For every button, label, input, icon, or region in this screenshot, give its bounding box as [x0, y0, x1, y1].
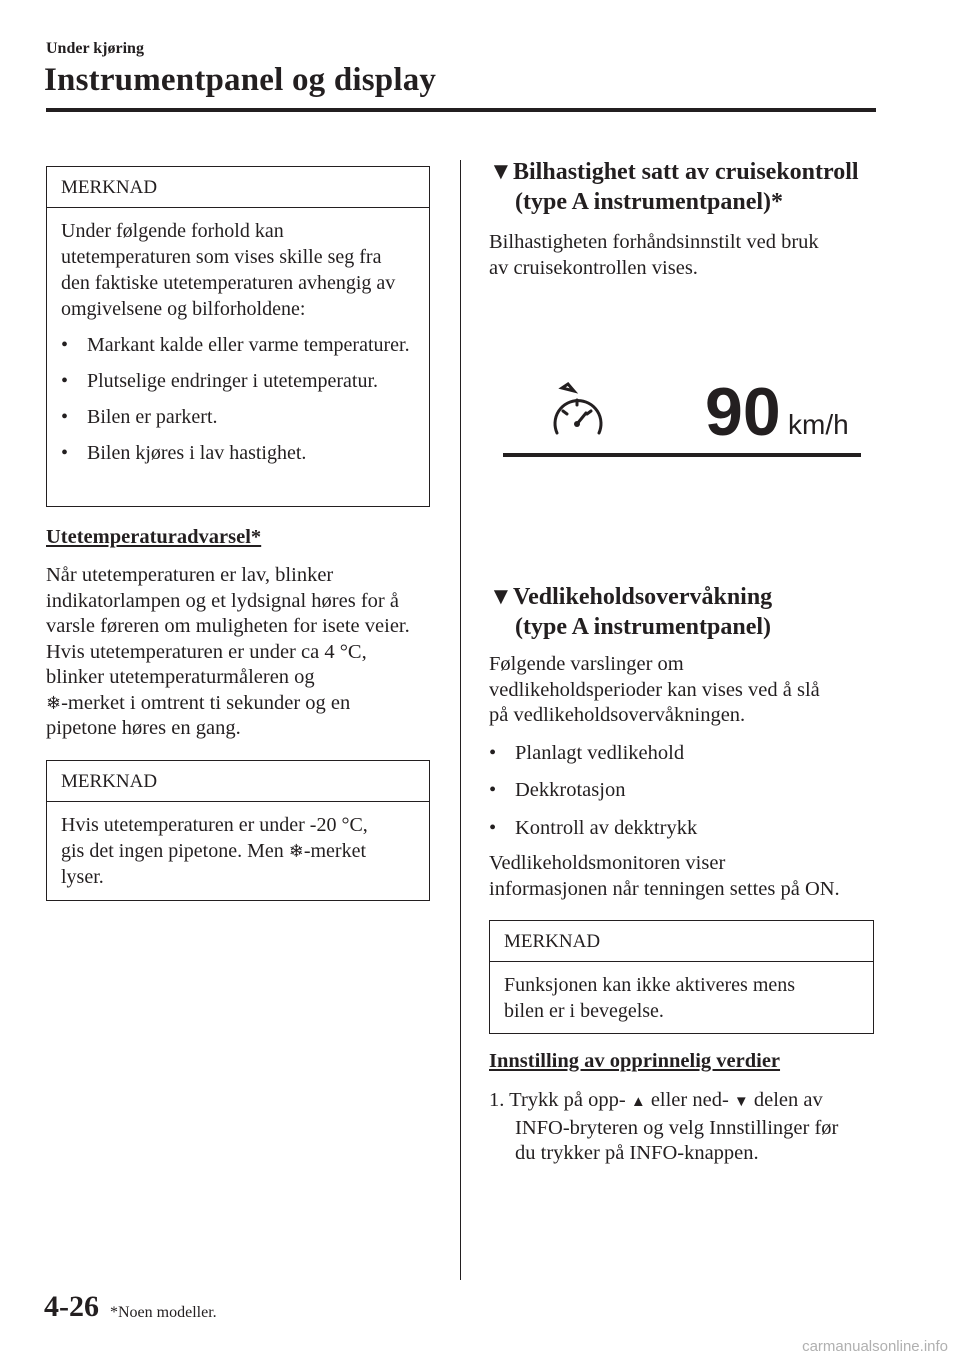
text-line: informasjonen når tenningen settes på ON.	[489, 877, 840, 900]
text-line: Når utetemperaturen er lav, blinker	[46, 564, 334, 586]
note-body	[490, 962, 873, 1034]
bullet-icon: •	[61, 334, 69, 356]
triangle-down-icon: ▼	[733, 1094, 749, 1110]
text-line: på vedlikeholdsovervåkningen.	[489, 704, 746, 726]
note-heading: MERKNAD	[47, 167, 429, 208]
bullet-icon: •	[61, 442, 69, 464]
snowflake-icon: ❄	[288, 841, 304, 861]
text-line: Funksjonen kan ikke aktiveres mens	[504, 974, 796, 996]
column-divider	[460, 160, 461, 1280]
triangle-down-icon: ▼	[489, 159, 513, 185]
list-item: • Dekkrotasjon	[489, 778, 889, 804]
note-heading: MERKNAD	[47, 761, 429, 802]
text-line: du trykker på INFO-knappen.	[515, 1142, 759, 1164]
text-line: gis det ingen pipetone. Men ❄-merket	[61, 840, 367, 862]
text-line: blinker utetemperaturmåleren og	[46, 666, 315, 688]
text-line: Følgende varslinger om	[489, 653, 684, 675]
step-line: 1. Trykk på opp- ▲ eller ned- ▼ delen av	[489, 1089, 823, 1111]
bullet-icon: •	[489, 741, 497, 764]
triangle-up-icon: ▲	[630, 1094, 646, 1110]
list-item-text: Bilen kjøres i lav hastighet.	[87, 442, 307, 464]
text-line: varsle føreren om muligheten for isete veier.	[46, 615, 410, 637]
bullet-icon: •	[61, 370, 69, 392]
warning-paragraph	[46, 563, 446, 742]
reset-step	[489, 1088, 889, 1167]
list-item-text: Plutselige endringer i utetemperatur.	[87, 370, 379, 392]
text-line: INFO-bryteren og velg Innstillinger før	[515, 1116, 839, 1139]
bullet-icon: •	[489, 779, 497, 801]
maintenance-paragraph	[489, 652, 889, 902]
list-item	[61, 440, 415, 466]
list-item	[61, 368, 415, 394]
note-box-2	[46, 760, 430, 901]
cruise-heading: ▼Bilhastighet satt av cruisekontroll (type A instrumentpanel)*	[489, 159, 859, 215]
list-item-text: Bilen er parkert.	[87, 406, 218, 428]
note-heading: MERKNAD	[490, 921, 873, 962]
text-line: Hvis utetemperaturen er under -20 °C,	[61, 814, 368, 836]
text-line: Vedlikeholdsmonitoren viser	[489, 852, 726, 874]
warning-heading: Utetemperaturadvarsel*	[46, 526, 262, 548]
list-item	[61, 404, 415, 430]
cruise-control-icon	[550, 381, 610, 451]
snowflake-icon: ❄	[46, 692, 62, 713]
bullet-icon: •	[61, 406, 69, 428]
text-line: av cruisekontrollen vises.	[489, 256, 698, 279]
text-line: lyser.	[61, 866, 104, 888]
step-number: 1.	[489, 1089, 505, 1111]
speed-value: 90	[705, 374, 781, 450]
note-body	[47, 208, 429, 476]
list-item: • Kontroll av dekktrykk	[489, 816, 889, 842]
text-line: ❄-merket i omtrent ti sekunder og en	[46, 691, 351, 714]
title-rule	[46, 108, 876, 112]
display-underline	[503, 453, 861, 457]
footnote: *Noen modeller.	[110, 1304, 217, 1321]
bullet-icon: •	[489, 816, 497, 839]
text-line: pipetone høres en gang.	[46, 717, 241, 739]
speed-unit: km/h	[788, 409, 849, 440]
text-line: Hvis utetemperaturen er under ca 4 °C,	[46, 640, 367, 663]
text-line: bilen er i bevegelse.	[504, 1000, 664, 1022]
cruise-paragraph	[489, 230, 889, 281]
reset-heading: Innstilling av opprinnelig verdier	[489, 1050, 781, 1072]
page-number: 4-26	[44, 1290, 99, 1323]
page-title: Instrumentpanel og display	[44, 62, 437, 98]
text-line: vedlikeholdsperioder kan vises ved å slå	[489, 678, 820, 701]
note-body	[47, 802, 429, 900]
list-item	[61, 332, 415, 358]
note-box-3	[489, 920, 874, 1034]
cruise-display	[500, 375, 865, 465]
triangle-down-icon: ▼	[489, 584, 513, 610]
text-line: indikatorlampen og et lydsignal høres for å	[46, 589, 399, 612]
maintenance-heading: ▼Vedlikeholdsovervåkning (type A instrumentpanel)	[489, 584, 773, 640]
watermark: carmanualsonline.info	[802, 1338, 948, 1355]
text-line: Bilhastigheten forhåndsinnstilt ved bruk	[489, 231, 819, 253]
list-item-text: Markant kalde eller varme temperaturer.	[87, 334, 410, 356]
list-item: • Planlagt vedlikehold	[489, 741, 889, 767]
note-box-1	[46, 166, 430, 507]
section-label: Under kjøring	[46, 40, 144, 57]
note-intro: Under følgende forhold kan utetemperaturen som vises skille seg fra den faktiske utetemperaturen avhengig av omgivelsene og bilforholdene:	[61, 220, 396, 320]
